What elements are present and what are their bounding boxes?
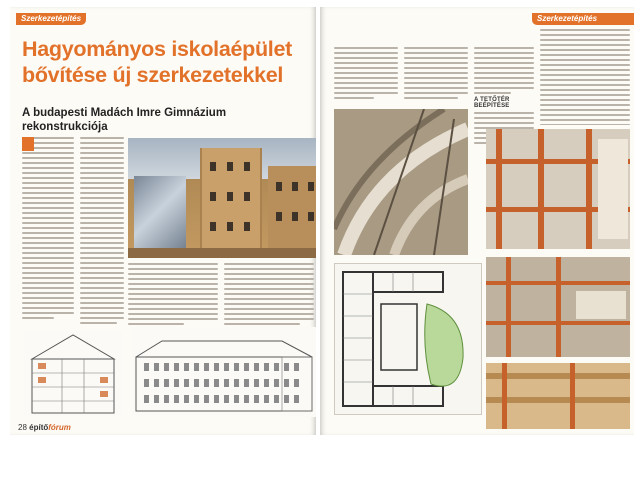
magazine-brand-suffix: fórum bbox=[48, 423, 71, 432]
section-tab-left: Szerkezetépítés bbox=[16, 13, 86, 25]
site-floor-plan bbox=[334, 263, 482, 415]
building-elevation-drawing bbox=[132, 327, 316, 417]
section-drawing-svg bbox=[24, 331, 122, 417]
right-text-column-4 bbox=[540, 29, 630, 125]
magazine-brand bbox=[29, 423, 71, 432]
drop-cap bbox=[22, 137, 34, 151]
steel-frame-construction-photo bbox=[486, 129, 630, 249]
steel-frame-interior-photo bbox=[486, 257, 630, 357]
right-text-column-1 bbox=[334, 47, 398, 103]
right-text-column-2 bbox=[404, 47, 468, 103]
body-text-column-4 bbox=[224, 263, 314, 327]
subheading-attic: A TETŐTÉR BEÉPÍTÉSE bbox=[474, 97, 510, 109]
curved-wall-construction-photo bbox=[334, 109, 468, 255]
body-text-column-2 bbox=[80, 137, 124, 337]
magazine-spread bbox=[10, 7, 634, 435]
section-tab-right: Szerkezetépítés bbox=[532, 13, 634, 25]
body-text-column-3 bbox=[128, 263, 218, 327]
article-title: Hagyományos iskolaépület bővítése új szerkezetekkel bbox=[22, 37, 293, 87]
body-text-column-1 bbox=[22, 137, 74, 337]
page-footer bbox=[18, 423, 71, 432]
right-page bbox=[320, 7, 634, 435]
page-number: 28 bbox=[18, 423, 27, 432]
timber-roof-structure-photo bbox=[486, 363, 630, 429]
elevation-drawing-svg bbox=[132, 327, 316, 417]
magazine-brand-prefix: építő bbox=[29, 423, 49, 432]
building-section-drawing bbox=[24, 331, 122, 417]
left-page bbox=[10, 7, 316, 435]
building-facade-photo bbox=[128, 138, 316, 258]
article-subtitle: A budapesti Madách Imre Gimnázium rekonstrukciója bbox=[22, 107, 227, 133]
